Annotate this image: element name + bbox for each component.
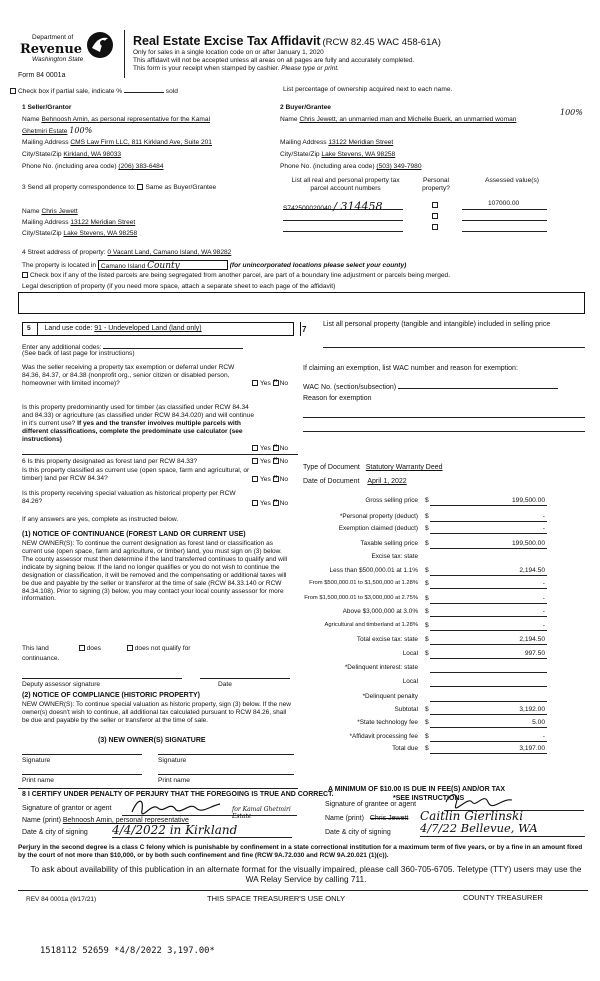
tax-row-label: Local: [402, 678, 418, 685]
treasurer-stamp: 1518112 52659 *4/8/2022 3,197.00*: [40, 946, 215, 956]
perjury-text: Perjury in the second degree is a class C felony which is punishable by confinement in a state correctional institution for a maximum term of five years, or by a fine in an amount fixed by the court of not more than $10,000, or by both such confinement and fine (RCW 9A.72.030 and RCW 9A.20.021 (1)(c)).: [18, 844, 583, 859]
s5-q1: Was the seller receiving a property tax exemption or deferral under RCW 84.36, 84.37, or 84.38 (nonprofit org., senior citizen or disabled person, homeowner with limited income)?: [22, 364, 235, 387]
this-land-label: This land: [22, 645, 49, 652]
seller-city-label: City/State/Zip: [22, 151, 62, 158]
if-yes-note: If any answers are yes, complete as instructed below.: [22, 516, 179, 523]
partial-sale-row: [10, 86, 178, 96]
section7-text: List all personal property (tangible and intangible) included in selling price: [323, 321, 551, 328]
seller-phone-row: [22, 163, 164, 171]
personal-cb-3[interactable]: [432, 224, 438, 230]
deputy-sig-line[interactable]: [22, 678, 182, 679]
tax-row-value[interactable]: 2,194.50: [430, 567, 547, 576]
exemption-label: If claiming an exemption, list WAC number and reason for exemption:: [303, 365, 518, 372]
buyer-phone-value[interactable]: (503) 349-7980: [376, 163, 422, 170]
grantee-name-handwritten[interactable]: Caitlin Gierlinski: [420, 809, 524, 823]
s5-q2-no: No: [279, 445, 289, 452]
header-line3: [133, 65, 339, 73]
s5-q1-yes-checkbox[interactable]: [252, 380, 258, 386]
s5-q2-yes-checkbox[interactable]: [252, 445, 258, 451]
land-use-label: Land use code:: [44, 325, 93, 332]
does-label: does: [86, 645, 101, 652]
s5-q2a: Is this property predominantly used for timber (as classified under RCW 84.34 and 84.33) or agriculture (as classified under RCW 84.34.020) and will continue in it's current use?: [22, 404, 255, 427]
reason-line-2[interactable]: [303, 431, 585, 432]
grantor-date-row: [22, 829, 88, 837]
historic-title: (2) NOTICE OF COMPLIANCE (HISTORIC PROPERTY): [22, 692, 200, 699]
tax-row-label: Agricultural and timberland at 1.28%: [324, 622, 418, 628]
parcel-handwritten: / 314458: [333, 200, 383, 213]
certify-text: 8 I CERTIFY UNDER PENALTY OF PERJURY THAT THE FOREGOING IS TRUE AND CORRECT.: [22, 791, 334, 798]
tax-row-sign: $: [425, 580, 429, 587]
tax-row-sign: $: [425, 540, 429, 547]
legal-description-field[interactable]: [18, 292, 585, 314]
tax-row-value[interactable]: 199,500.00: [430, 540, 547, 549]
pct-note: List percentage of ownership acquired next to each name.: [283, 86, 453, 93]
s5-q1-no-checkbox[interactable]: [273, 380, 279, 386]
header-line1: Only for sales in a single location code on or after January 1, 2020: [133, 49, 324, 56]
seller-name-row2: [22, 126, 92, 136]
dept-of-text: Department of: [32, 34, 74, 41]
form-title: [133, 34, 441, 49]
tax-row-label: *State technology fee: [357, 719, 418, 726]
seller-mailing-row: [22, 139, 212, 147]
seller-name-row: [22, 116, 274, 124]
buyer-name-value[interactable]: Chris Jewett, an unmarried man and Michelle Buerk, an unmarried woman: [299, 116, 517, 123]
doc-date-value[interactable]: April 1, 2022: [367, 478, 407, 485]
tax-row-sign: $: [425, 608, 429, 615]
doc-date-row: [303, 478, 407, 486]
grantee-signature: [442, 790, 532, 810]
parcel-row-2-line[interactable]: [283, 220, 403, 221]
seller-city-value[interactable]: Kirkland, WA 98033: [63, 151, 122, 158]
tax-row-label: Excise tax: state: [371, 553, 418, 560]
personal-cb-1[interactable]: [432, 202, 438, 208]
historic-text: NEW OWNER(S): To continue special valuation as historic property, sign (3) below. If the new owner(s) doesn't wish to continue, all additional tax calculated pursuant to RCW 84.26, shall be due and payable by the seller or transferor at the time of sale.: [22, 701, 291, 724]
doc-date-label: Date of Document: [303, 478, 360, 485]
unincorporated-note: (for unincorporated locations please select your county): [229, 261, 407, 269]
grantee-date-label: Date & city of signing: [325, 829, 391, 836]
tax-row-label: Subtotal: [394, 706, 418, 713]
dor-logo: [18, 30, 118, 66]
owner-print-line-2[interactable]: [158, 774, 294, 775]
tax-row-label: Local: [402, 650, 418, 657]
deputy-date-line[interactable]: [200, 678, 290, 679]
assessed-row-3-line[interactable]: [462, 231, 547, 232]
perjury-notice: [18, 844, 588, 860]
tax-row-value[interactable]: [430, 678, 547, 687]
tax-row-label: Above $3,000,000 at 3.0%: [342, 608, 418, 615]
buyer-phone-label: Phone No. (including area code): [280, 163, 375, 170]
buyer-city-value[interactable]: Lake Stevens, WA 98258: [321, 151, 396, 158]
tax-row-label: Less than $500,000.01 at 1.1%: [329, 567, 418, 574]
tax-row-value[interactable]: [430, 693, 547, 702]
form-number: Form 84 0001a: [18, 72, 66, 79]
partial-sale-checkbox[interactable]: [10, 88, 16, 94]
grantor-name-label: Name (print): [22, 817, 61, 824]
street-label: 4 Street address of property:: [22, 249, 106, 256]
seller-phone-label: Phone No. (including area code): [22, 163, 117, 170]
tax-row-value[interactable]: 3,197.00: [430, 745, 547, 754]
rev-number: REV 84 0001a (9/17/21): [26, 896, 97, 903]
s5-bottom-line: [22, 454, 298, 455]
tax-row-label: *Delinquent interest: state: [344, 664, 418, 671]
buyer-mailing-label: Mailing Address: [280, 139, 327, 146]
s8-top-line: [18, 788, 298, 789]
grantor-date-value[interactable]: 4/4/2022 in Kirkland: [112, 823, 292, 838]
tax-row-sign: $: [425, 595, 429, 602]
s6-q3-yes-checkbox[interactable]: [252, 500, 258, 506]
section5-box: [22, 322, 294, 336]
street-row: [22, 249, 231, 257]
s6-q2: Is this property classified as current use (open space, farm and agricultural, or timber) land per RCW 84.34?: [22, 467, 250, 482]
same-as-buyer-label: Same as Buyer/Grantee: [145, 184, 217, 191]
deputy-date-label: Date: [218, 681, 232, 688]
tax-row-value[interactable]: -: [430, 733, 547, 742]
buyer-city-label: City/State/Zip: [280, 151, 320, 158]
s6-q3-yes: Yes: [260, 500, 271, 507]
seller-phone-value[interactable]: (206) 383-6484: [118, 163, 164, 170]
seller-name-label: Name: [22, 116, 40, 123]
new-owner-sig-title: (3) NEW OWNER(S) SIGNATURE: [98, 737, 206, 744]
located-row: [22, 260, 406, 270]
s6-q2-yes-checkbox[interactable]: [252, 476, 258, 482]
s6-q2-yes: Yes: [260, 476, 271, 483]
buyer-heading: 2 Buyer/Grantee: [280, 104, 331, 111]
tax-row-sign: $: [425, 497, 429, 504]
seller-city-row: [22, 151, 121, 159]
tax-row-label: *Delinquent penalty: [362, 693, 418, 700]
s6-q1-no-checkbox[interactable]: [273, 458, 279, 464]
tax-row-label: From $500,000.01 to $1,500,000 at 1.28%: [309, 580, 418, 586]
seller-name-value[interactable]: Behnoosh Amin, as personal representative for the Kamal: [41, 116, 211, 123]
personal-checkbox-2[interactable]: [432, 213, 440, 221]
personal-checkbox-3[interactable]: [432, 224, 440, 232]
seller-pct-handwritten: 100%: [69, 126, 93, 135]
section5-num: 5: [27, 325, 31, 332]
owner-sig-line-2[interactable]: [158, 754, 294, 755]
s6-q1: 6 Is this property designated as forest land per RCW 84.33?: [22, 458, 198, 465]
grantee-sig-row: [325, 801, 416, 809]
minimum-note: A MINIMUM OF $10.00 IS DUE IN FEE(S) AND/OR TAX: [328, 786, 506, 793]
s3-city-label: City/State/Zip: [22, 230, 62, 237]
s5-q1-yes: Yes: [260, 380, 271, 387]
doc-type-label: Type of Document: [303, 464, 360, 471]
section5-divider: [37, 323, 38, 335]
tax-row-value[interactable]: 2,194.50: [430, 636, 547, 645]
buyer-mailing-value[interactable]: 13122 Meridian Street: [328, 139, 394, 146]
segregated-checkbox[interactable]: [22, 272, 28, 278]
header-line3-text: This form is your receipt when stamped by cashier.: [133, 65, 280, 72]
tax-row-value[interactable]: -: [430, 525, 547, 534]
washington-state-text: Washington State: [32, 56, 84, 63]
personal-prop-line-1[interactable]: [323, 347, 585, 348]
s5-q2b: If yes and the transfer involves multiple parcels with different classifications, complete the predominate use calculator (see instructions): [22, 419, 243, 443]
reason-label: Reason for exemption: [303, 395, 372, 402]
seller-name-value2[interactable]: Ghetmiri Estate: [22, 128, 68, 135]
treasurer-use: THIS SPACE TREASURER'S USE ONLY: [207, 894, 346, 903]
tax-row-label: *Personal property (deduct): [339, 513, 418, 520]
footer-line: [18, 890, 588, 891]
assessed-value[interactable]: 107000.00: [488, 200, 520, 207]
continuance-label: continuance.: [22, 655, 60, 662]
reason-line-1[interactable]: [303, 417, 585, 418]
assessed-row-1: [462, 200, 547, 210]
s6-q2-no: No: [279, 476, 289, 483]
s6-q1-yes-checkbox[interactable]: [252, 458, 258, 464]
header-divider: [124, 30, 125, 78]
tax-row-sign: $: [425, 525, 429, 532]
title-ref: (RCW 82.45 WAC 458-61A): [322, 37, 441, 48]
owner-sig-label-1: Signature: [22, 757, 51, 764]
grantor-sig-label: Signature of grantor or agent: [22, 805, 112, 812]
revenue-text: Revenue: [20, 42, 83, 57]
grantee-date-row: [325, 829, 391, 837]
s3-name-label: Name: [22, 208, 40, 215]
tax-row-sign: $: [425, 733, 429, 740]
wac-field[interactable]: [398, 381, 558, 389]
tax-row-label: Exemption claimed (deduct): [338, 525, 418, 532]
section3-heading-text: 3 Send all property correspondence to:: [22, 184, 136, 191]
tax-row-label: Total excise tax: state: [356, 636, 418, 643]
grantor-name-note: for Kamal Ghetmiri Estate: [232, 806, 291, 821]
section3-heading: [22, 184, 216, 192]
s6-q1-yes: Yes: [260, 458, 271, 465]
s3-name-row: [22, 208, 78, 216]
buyer-city-row: [280, 151, 395, 159]
tax-row-value[interactable]: -: [430, 608, 547, 617]
buyer-name-row: [280, 116, 580, 124]
seller-mailing-value[interactable]: CMS Law Firm LLC, 811 Kirkland Ave, Suite 201: [70, 139, 212, 146]
s6-q2-no-checkbox[interactable]: [273, 476, 279, 482]
grantor-sig-row: [22, 805, 112, 813]
doc-type-row: [303, 464, 443, 472]
parcel-row-3-line[interactable]: [283, 231, 403, 232]
personal-header: Personal property?: [422, 177, 450, 192]
tax-row-label: Total due: [392, 745, 418, 752]
s5-q2-yes: Yes: [260, 445, 271, 452]
s3-mailing-label: Mailing Address: [22, 219, 69, 226]
tax-row-sign: $: [425, 567, 429, 574]
grantor-date-label: Date & city of signing: [22, 829, 88, 836]
header-line3-italic: Please type or print.: [281, 65, 339, 72]
s6-q1-no: No: [279, 458, 289, 465]
s5-q2-no-checkbox[interactable]: [273, 445, 279, 451]
s5-q1-answer: [252, 380, 288, 388]
partial-sold-label: sold: [165, 88, 178, 95]
buyer-mailing-row: [280, 139, 393, 147]
wac-label: WAC No. (section/subsection): [303, 384, 397, 391]
segregated-label: Check box if any of the listed parcels are being segregated from another parcel, are part of a boundary line adjustment or parcels being merged.: [30, 272, 451, 279]
tax-row-value[interactable]: 997.50: [430, 650, 547, 659]
segregated-row: [22, 272, 450, 280]
s6-q3: Is this property receiving special valuation as historical property per RCW 84.26?: [22, 490, 236, 505]
land-use-value[interactable]: 91 - Undeveloped Land (land only): [94, 325, 202, 332]
county-handwritten: County: [147, 261, 180, 271]
tax-row-sign: $: [425, 513, 429, 520]
additional-codes-field[interactable]: [103, 342, 243, 349]
s6-q3-no-checkbox[interactable]: [273, 500, 279, 506]
doc-type-value[interactable]: Statutory Warranty Deed: [365, 464, 443, 471]
additional-codes-label: Enter any additional codes:: [22, 344, 102, 351]
county-treasurer: COUNTY TREASURER: [463, 893, 543, 902]
does-not-label: does not qualify for: [134, 645, 191, 652]
tax-row-label: Gross selling price: [365, 497, 418, 504]
tax-row-label: Taxable selling price: [360, 540, 418, 547]
alt-format-notice: To ask about availability of this publication in an alternate format for the visually impaired, please call 360-705-6705. Teletype (TTY) users may use the WA Relay Service by calling 711.: [30, 864, 582, 884]
washington-logo-icon: [86, 30, 114, 60]
same-as-buyer-checkbox[interactable]: [137, 184, 143, 190]
assessed-header: Assessed value(s): [485, 177, 539, 184]
owner-print-line-1[interactable]: [22, 774, 142, 775]
s3-city-row: [22, 230, 137, 238]
buyer-name-label: Name: [280, 116, 298, 123]
tax-row-value[interactable]: [430, 664, 547, 673]
tax-row-label: From $1,500,000.01 to $3,000,000 at 2.75%: [304, 595, 418, 601]
grantor-signature: [130, 796, 240, 818]
s6-q1-answer: [252, 458, 288, 466]
personal-cb-2[interactable]: [432, 213, 438, 219]
continuance-text: NEW OWNER(S): To continue the current designation as forest land or classification as current use (open space, farm and agriculture, or timber) land, you must sign on (3) below. The county assessor must then determine if the land transferred continues to qualify and will indicate by signing below. If the land no longer qualifies or you do not wish to continue the designation or classification, it will be removed and the compensating or additional taxes will be due and payable by the seller or transferor at the time of sale (RCW 84.33.140 or RCW 84.34.108). Prior to signing (3) below, you may contact your local county assessor for more information.: [22, 540, 288, 603]
section7-num: 7: [302, 325, 307, 334]
title-main: Real Estate Excise Tax Affidavit: [133, 34, 321, 48]
buyer-phone-row: [280, 163, 422, 171]
s5-q2-answer: [252, 445, 288, 453]
grantee-name-row: [325, 815, 408, 823]
tax-row-value[interactable]: 199,500.00: [430, 497, 547, 506]
seller-heading: 1 Seller/Grantor: [22, 104, 72, 111]
tax-row-value[interactable]: -: [430, 580, 547, 589]
grantee-name-label: Name (print): [325, 815, 364, 822]
personal-checkbox-1[interactable]: [432, 202, 440, 210]
s5-q1-no: No: [279, 380, 289, 387]
tax-row-sign: $: [425, 745, 429, 752]
parcel-header: List all real and personal property tax parcel account numbers: [291, 177, 400, 192]
this-land-row: [22, 645, 292, 653]
tax-row-sign: $: [425, 622, 429, 629]
s3-city-value[interactable]: Lake Stevens, WA 98258: [63, 230, 138, 237]
tax-row-value[interactable]: -: [430, 513, 547, 522]
parcel-number-value[interactable]: S742500020040: [283, 205, 332, 212]
tax-row-label: *Affidavit processing fee: [349, 733, 418, 740]
grantee-date-value[interactable]: 4/7/22 Bellevue, WA: [420, 822, 585, 837]
legal-label: Legal description of property (if you need more space, attach a separate sheet to each page of the affidavit): [22, 283, 336, 290]
county-select[interactable]: [98, 260, 228, 270]
owner-print-label-2: Print name: [158, 777, 190, 784]
tax-row-value[interactable]: -: [430, 595, 547, 604]
tax-row-sign: $: [425, 719, 429, 726]
buyer-pct-handwritten: 100%: [560, 108, 583, 117]
partial-sale-label: Check box if partial sale, indicate %: [18, 88, 123, 95]
tax-row-sign: $: [425, 636, 429, 643]
does-not-checkbox[interactable]: [127, 645, 133, 651]
s3-name-value[interactable]: Chris Jewett: [41, 208, 78, 215]
owner-sig-line-1[interactable]: [22, 754, 142, 755]
partial-sale-pct-field[interactable]: [124, 86, 164, 93]
wac-row: [303, 381, 558, 392]
grantee-name-struck: Chris Jewett: [369, 815, 409, 822]
grantee-sig-label: Signature of grantee or agent: [325, 801, 417, 808]
see-instructions: *SEE INSTRUCTIONS: [393, 795, 465, 802]
owner-print-label-1: Print name: [22, 777, 54, 784]
s6-q3-answer: [252, 500, 288, 508]
see-back: (See back of last page for instructions): [22, 350, 135, 357]
parcel-row-1: [283, 200, 403, 213]
tax-row-sign: $: [425, 650, 429, 657]
tax-row-sign: $: [425, 706, 429, 713]
street-value[interactable]: 0 Vacant Land, Camano Island, WA 98282: [107, 249, 232, 256]
tax-row-value[interactable]: 5.00: [430, 719, 547, 728]
s3-mailing-row: [22, 219, 135, 227]
county-select-value: Camano Island: [100, 263, 146, 270]
s3-mailing-value[interactable]: 13122 Meridian Street: [70, 219, 136, 226]
assessed-row-2-line[interactable]: [462, 220, 547, 221]
tax-row-value[interactable]: -: [430, 622, 547, 631]
grantor-name-value[interactable]: Behnoosh Amin, personal representative: [62, 817, 189, 824]
s6-q2-answer: [252, 476, 288, 484]
tax-row-value[interactable]: 3,192.00: [430, 706, 547, 715]
owner-sig-label-2: Signature: [158, 757, 187, 764]
seller-mailing-label: Mailing Address: [22, 139, 69, 146]
s6-q3-no: No: [279, 500, 289, 507]
continuance-title: (1) NOTICE OF CONTINUANCE (FOREST LAND OR CURRENT USE): [22, 531, 246, 538]
s5-q2: [22, 404, 254, 444]
deputy-sig-label: Deputy assessor signature: [22, 681, 101, 688]
located-label: The property is located in: [22, 261, 97, 269]
header-line2: This affidavit will not be accepted unless all areas on all pages are fully and accurately completed.: [133, 57, 415, 64]
does-checkbox[interactable]: [79, 645, 85, 651]
